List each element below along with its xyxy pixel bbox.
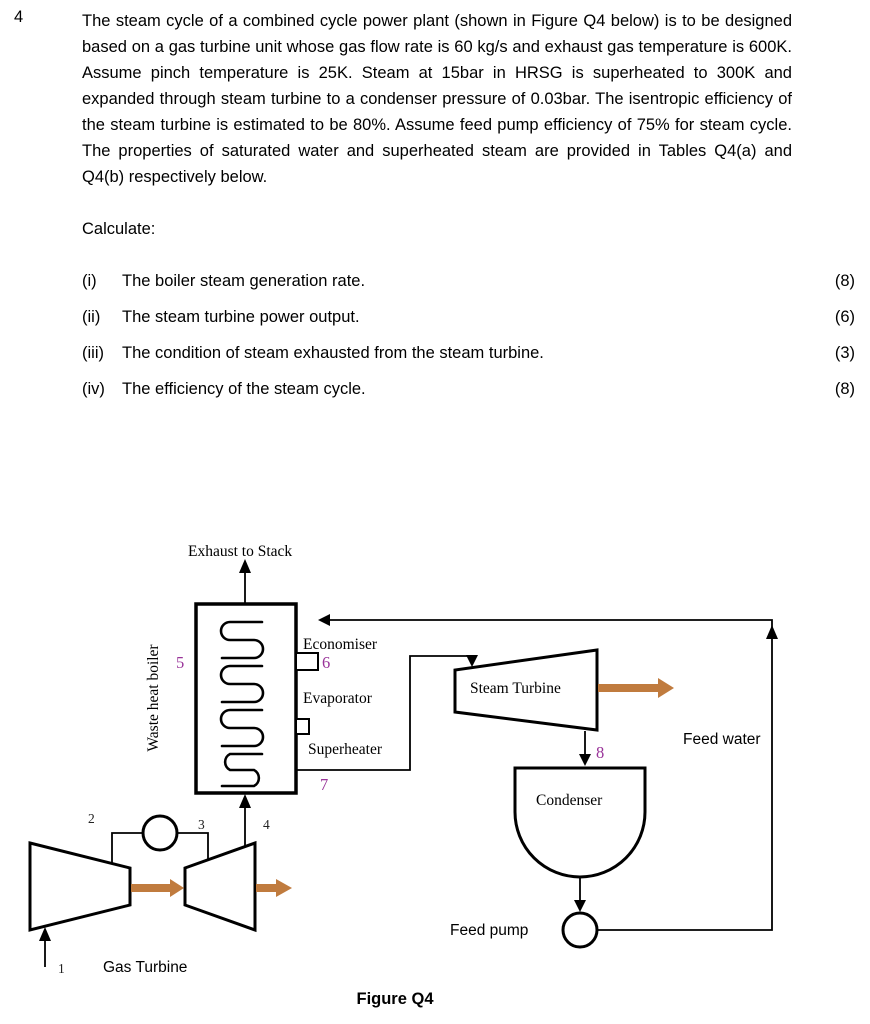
question-item-i [82,268,855,294]
compressor [30,843,130,930]
gas-turbine-label: Gas Turbine [103,959,188,976]
steam-turbine-label: Steam Turbine [470,680,561,697]
item-label: (iii) [82,344,104,362]
waste-heat-boiler [196,604,296,793]
state-point-8: 8 [596,743,605,762]
item-label: (i) [82,272,97,290]
question-item-iii [82,340,855,366]
right-arrow-icon [276,879,292,897]
item-label: (iv) [82,380,105,398]
state-point-6: 6 [322,653,331,672]
up-arrow-icon [239,559,251,573]
superheater-header-stub [296,719,309,734]
question-item-iv [82,376,855,402]
figure-caption: Figure Q4 [356,990,434,1008]
superheater-label: Superheater [308,741,383,758]
item-marks: (8) [834,380,855,398]
combustor [143,816,177,850]
down-arrow-icon [466,655,478,667]
feed-water-label: Feed water [683,731,761,748]
item-text: The condition of steam exhausted from the steam turbine. [122,344,544,362]
exhaust-label: Exhaust to Stack [188,543,293,560]
condenser-label: Condenser [536,792,603,809]
left-arrow-icon [318,614,330,626]
compressor-combustor-pipe [112,833,142,865]
feed-pump-label: Feed pump [450,922,529,939]
down-arrow-icon [574,900,586,912]
calculate-label: Calculate: [82,220,156,238]
question-number: 4 [14,8,24,26]
state-point-2: 2 [88,811,95,826]
economiser-label: Economiser [303,636,378,653]
up-arrow-icon [766,625,778,639]
item-marks: (6) [834,308,855,326]
condenser [515,768,645,877]
item-marks: (3) [834,344,855,362]
combustor-turbine-pipe [178,833,208,861]
question-item-ii [82,304,855,330]
state-point-5: 5 [176,653,185,672]
figure-q4-diagram [0,535,870,985]
item-text: The steam turbine power output. [122,308,360,326]
question-content [82,8,855,412]
up-arrow-icon [239,794,251,808]
feed-pump [563,913,597,947]
question-body: The steam cycle of a combined cycle power plant (shown in Figure Q4 below) is to be designed based on a gas turbine unit whose gas flow rate is 60 kg/s and exhaust gas temperature is 600K. Assume pinch temperature is 25K. Steam at 15bar in HRSG is superheated to 300K and expanded through steam turbine to a condenser pressure of 0.03bar. The isentropic efficiency of the steam turbine is estimated to be 80%. Assume feed pump efficiency of 75% for steam cycle. The properties of saturated water and superheated steam are provided in Tables Q4(a) and Q4(b) respectively below. [82,12,792,186]
down-arrow-icon [579,754,591,766]
state-point-7: 7 [320,775,329,794]
gas-turbine-expander [185,843,255,930]
state-point-3: 3 [198,817,205,832]
question-items [82,268,855,402]
state-point-1: 1 [58,961,65,976]
right-arrow-icon [170,879,184,897]
item-text: The boiler steam generation rate. [122,272,366,290]
economiser-header-stub [296,653,318,670]
state-point-4: 4 [263,817,270,832]
item-text: The efficiency of the steam cycle. [122,380,366,398]
waste-heat-boiler-label: Waste heat boiler [145,644,162,752]
evaporator-label: Evaporator [303,690,372,707]
right-arrow-icon [658,678,674,698]
item-marks: (8) [834,272,855,290]
up-arrow-icon [39,927,51,941]
item-label: (ii) [82,308,101,326]
